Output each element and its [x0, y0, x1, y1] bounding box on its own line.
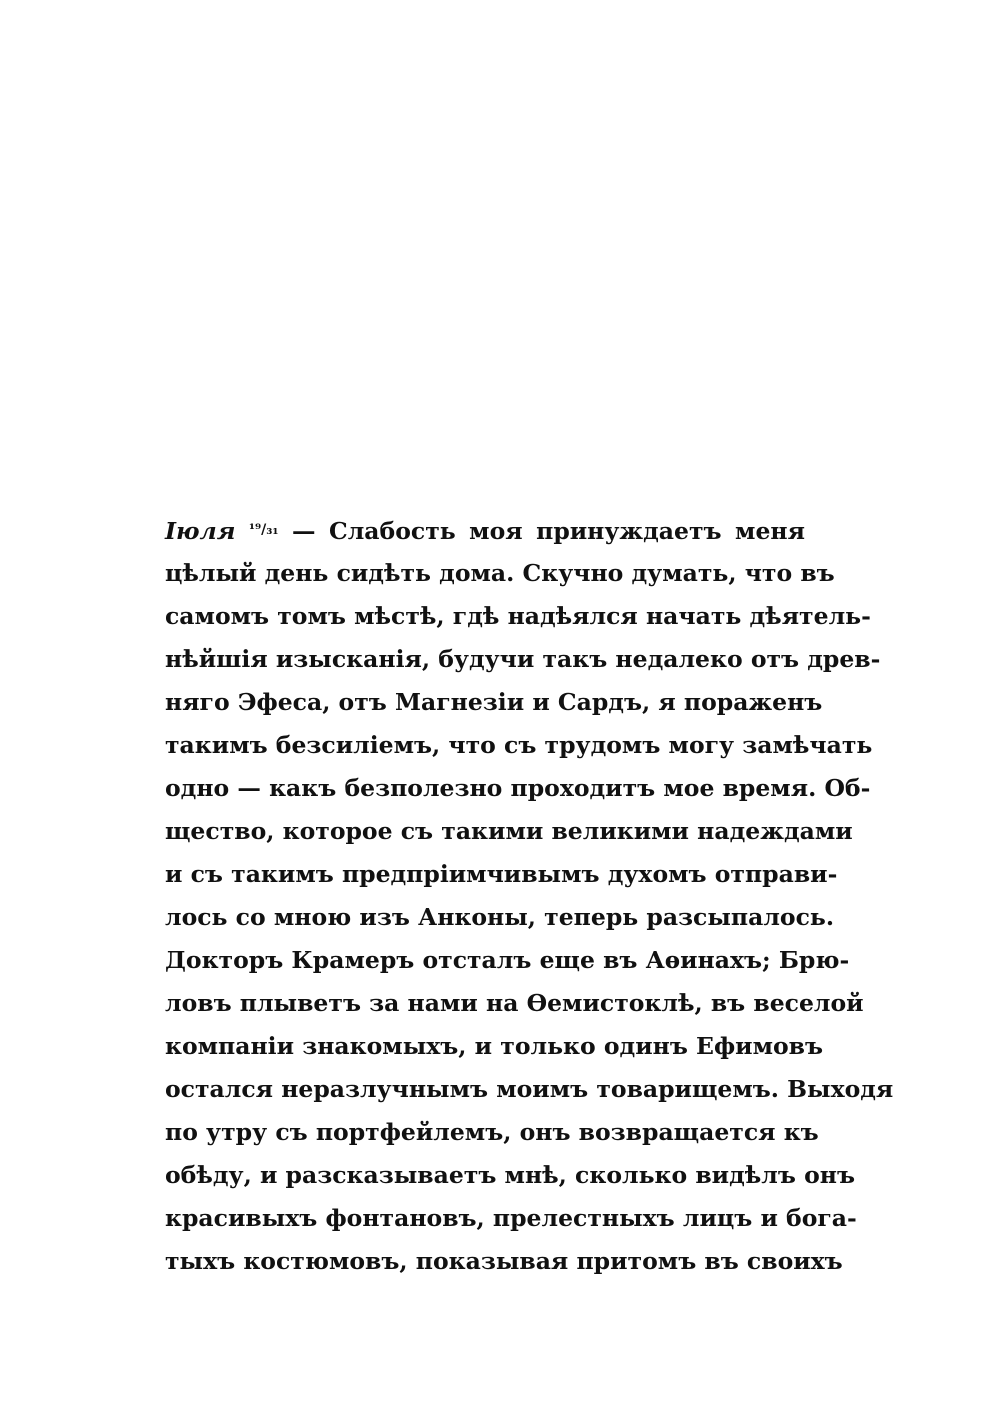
text-line: по утру съ портфейлемъ, онъ возвращается къ [165, 1118, 819, 1146]
text-line: цѣлый день сидѣть дома. Скучно думать, что въ [165, 559, 835, 587]
entry-date-word: Іюля [165, 517, 236, 545]
entry-date-fraction: ¹⁹/₃₁ [248, 522, 279, 538]
text-line: одно — какъ безполезно проходитъ мое время. Об- [165, 774, 871, 802]
text-line: обѣду, и разсказываетъ мнѣ, сколько видѣлъ онъ [165, 1161, 855, 1189]
text-line: остался неразлучнымъ моимъ товарищемъ. Выходя [165, 1075, 894, 1103]
text-line: ловъ плыветъ за нами на Ѳемистоклѣ, въ веселой [165, 989, 864, 1017]
text-line: нѣйшія изысканія, будучи такъ недалеко отъ древ- [165, 645, 881, 673]
text-line [165, 509, 805, 552]
text-line: и съ такимъ предпріимчивымъ духомъ отправи- [165, 860, 838, 888]
diary-entry [165, 509, 894, 1283]
text-line: красивыхъ фонтановъ, прелестныхъ лицъ и бога- [165, 1204, 857, 1232]
text-line: тыхъ костюмовъ, показывая притомъ въ своихъ [165, 1247, 843, 1275]
text-line: Докторъ Крамеръ отсталъ еще въ Аѳинахъ; Брю- [165, 946, 850, 974]
text-line: няго Эфеса, отъ Магнезіи и Сардъ, я пораженъ [165, 688, 823, 716]
text-line: лось со мною изъ Анконы, теперь разсыпалось. [165, 903, 835, 931]
entry-first-line: — Слабость моя принуждаетъ меня [292, 517, 805, 545]
text-line: самомъ томъ мѣстѣ, гдѣ надѣялся начать дѣятель- [165, 602, 871, 630]
text-line: щество, которое съ такими великими надеждами [165, 817, 853, 845]
text-line: компаніи знакомыхъ, и только одинъ Ефимовъ [165, 1032, 824, 1060]
text-line: такимъ безсиліемъ, что съ трудомъ могу замѣчать [165, 731, 873, 759]
